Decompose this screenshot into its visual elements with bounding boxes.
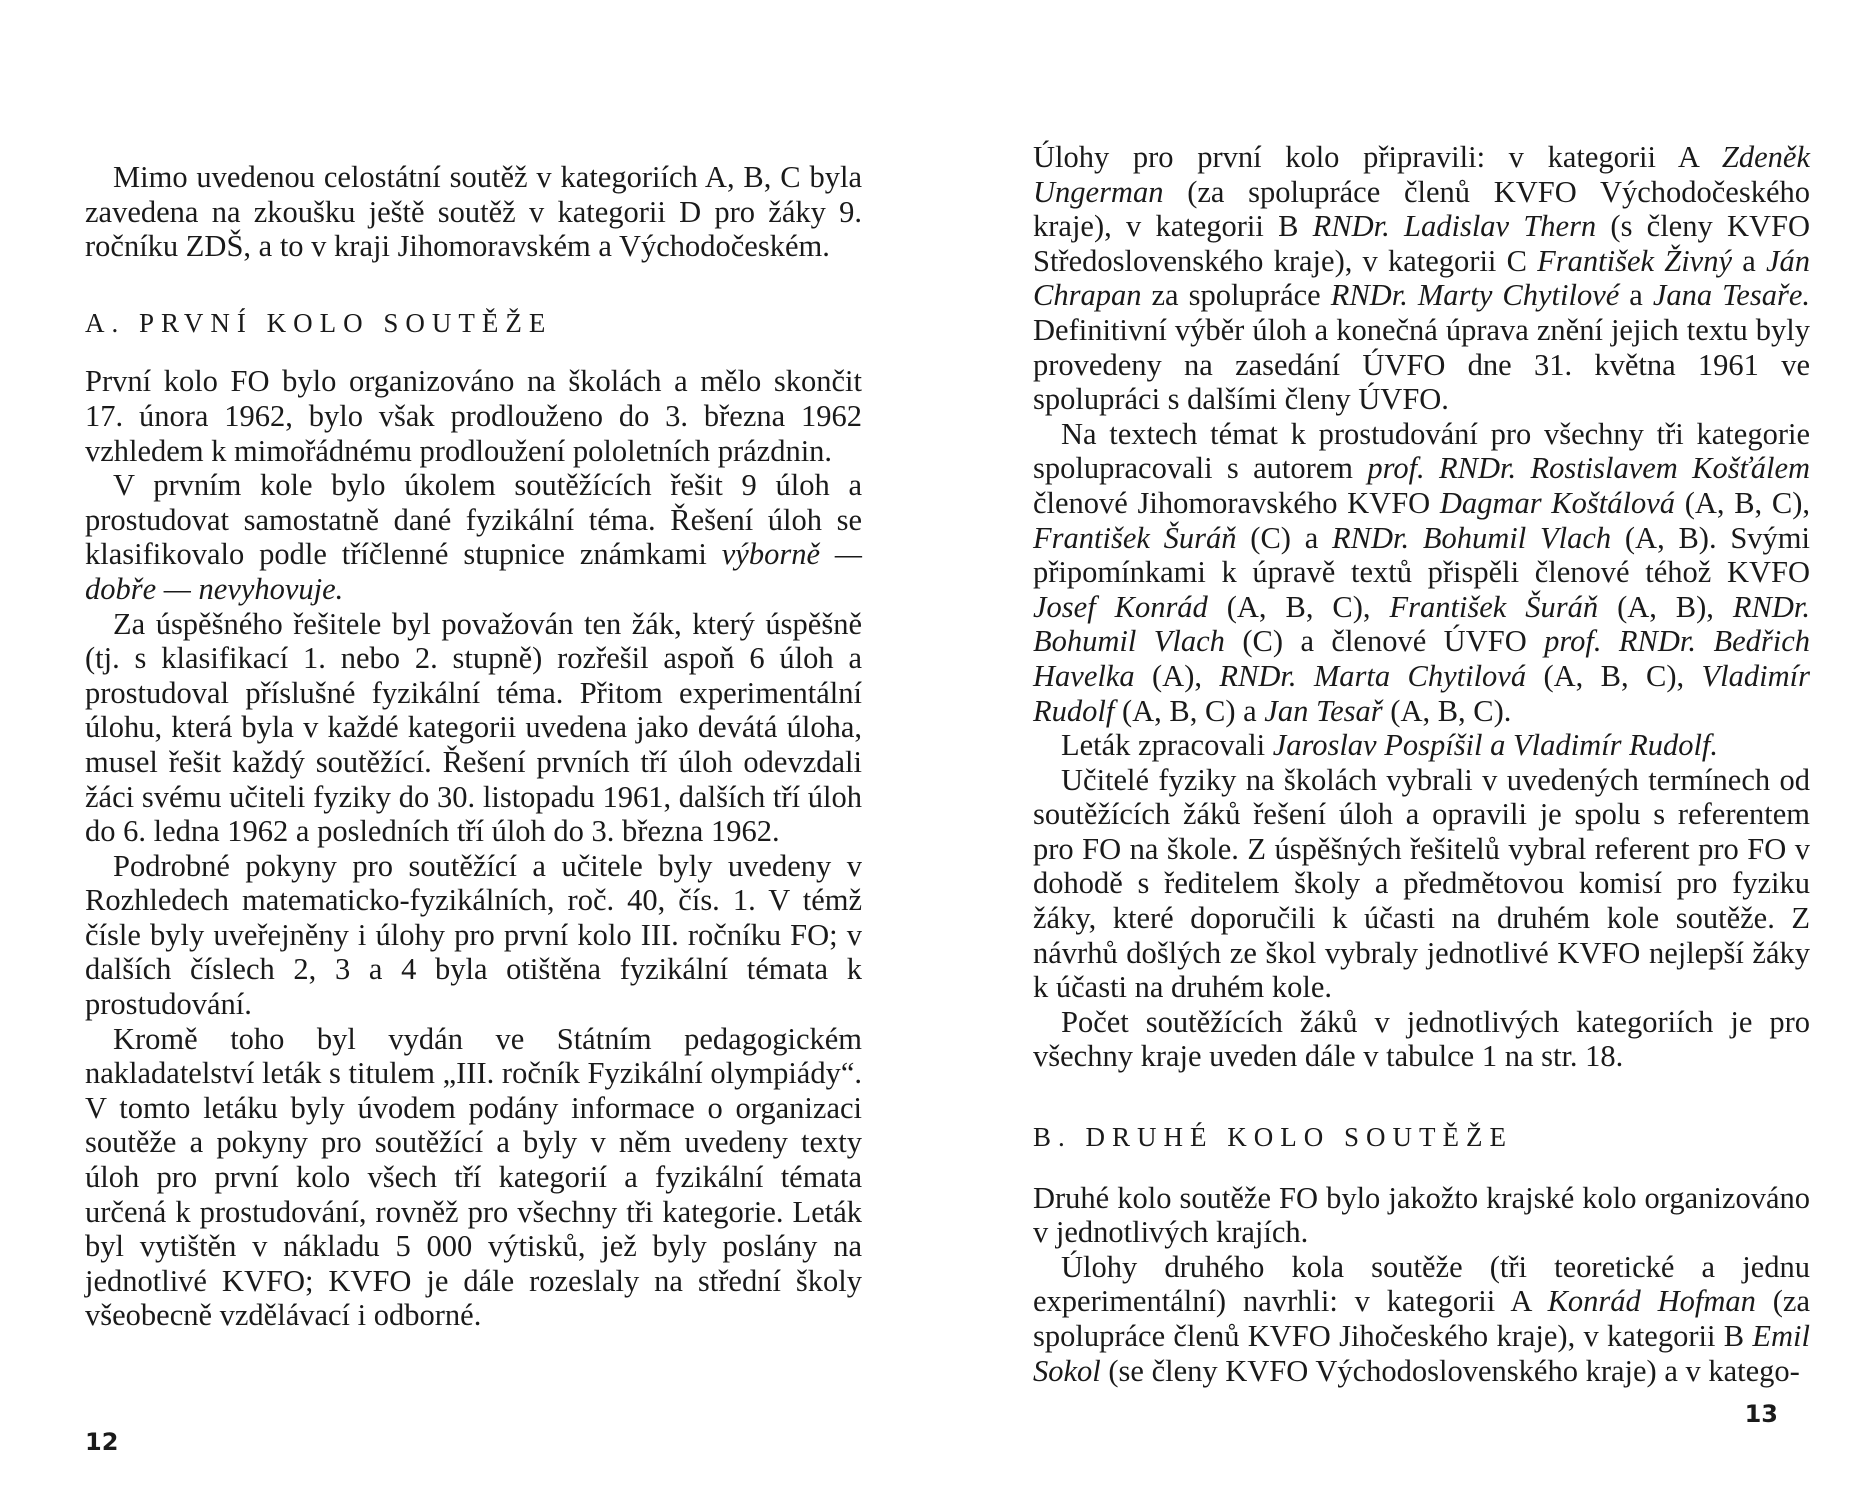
italic-name: RNDr. Marta Chytilová xyxy=(1219,658,1527,693)
paragraph-text: Úlohy pro první kolo připravili: v kategorii A xyxy=(1033,140,1722,174)
paragraph-text: (s členy KVFO Středoslovenského kraje), v kategorii C xyxy=(1033,209,1810,278)
paragraph-task-authors xyxy=(1033,140,1810,417)
paragraph-text: (se členy KVFO Východoslovenského kraje) a v katego- xyxy=(1100,1353,1800,1388)
paragraph-participant-count: Počet soutěžících žáků v jednotlivých kategoriích je pro všechny kraje uveden dále v tabulce 1 na str. 18. xyxy=(1033,1004,1810,1074)
italic-name: Jan Tesař xyxy=(1264,693,1383,728)
italic-name: František Šuráň xyxy=(1033,520,1237,555)
paragraph-text: (A, B, C). xyxy=(1382,693,1512,728)
italic-name: Konrád Hofman xyxy=(1547,1284,1756,1319)
right-page xyxy=(937,0,1874,1500)
right-text-column xyxy=(1033,140,1810,1388)
italic-name: Jana Tesaře. xyxy=(1652,278,1810,313)
paragraph-topic-authors xyxy=(1033,417,1810,728)
italic-name: Dagmar Koštálová xyxy=(1439,485,1675,520)
paragraph-text: za spolupráce xyxy=(1141,278,1331,313)
italic-name: Vladimír Rudolf xyxy=(1033,658,1810,728)
section-b-heading: B. DRUHÉ KOLO SOUTĚŽE xyxy=(1033,1122,1513,1153)
italic-name: RNDr. Marty Chytilové xyxy=(1330,278,1620,313)
paragraph-text: (A, B, C), xyxy=(1526,658,1702,693)
paragraph-second-round: Druhé kolo soutěže FO bylo jakožto krajské kolo organizováno v jednotlivých krajích. xyxy=(1033,1180,1810,1250)
paragraph-text: Definitivní výběr úloh a konečná úprava znění jejich textu byly provedeny na zasedání ÚVFO dne 31. května 1961 ve spolupráci s dalšími členy ÚVFO. xyxy=(1033,312,1810,417)
italic-name: Emil Sokol xyxy=(1033,1319,1810,1388)
intro-paragraph: Mimo uvedenou celostátní soutěž v kategoriích A, B, C byla zavedena na zkoušku ještě soutěž v kategorii D pro žáky 9. ročníku ZDŠ, a to v kraji Jihomoravském a Východočeském. xyxy=(85,160,862,264)
paragraph-first-round: První kolo FO bylo organizováno na školách a mělo skončit 17. února 1962, bylo však prodlouženo do 3. března 1962 vzhledem k mimořádnému prodloužení pololetních prázdnin. xyxy=(85,364,862,468)
italic-name: Josef Konrád xyxy=(1033,589,1208,624)
paragraph-text: (C) a členové ÚVFO xyxy=(1224,624,1545,659)
paragraph-text: (A, B, C), xyxy=(1207,589,1390,624)
paragraph-text: Úlohy druhého kola soutěže (tři teoretické a jednu experimentální) navrhli: v kategorii A xyxy=(1033,1249,1810,1319)
paragraph-text: (A, B). Svými připomínkami k úpravě textů přispěli členové téhož KVFO xyxy=(1033,520,1810,590)
paragraph-text: (za spolupráce členů KVFO Jihočeského kraje), v kategorii B xyxy=(1033,1284,1811,1353)
paragraph-leaflet-authors xyxy=(1033,728,1810,763)
paragraph-second-round-tasks xyxy=(1033,1250,1810,1388)
italic-name: RNDr. Ladislav Thern xyxy=(1312,209,1597,244)
paragraph-leaflet: Kromě toho byl vydán ve Státním pedagogickém nakladatelství leták s titulem „III. ročník Fyzikální olympiády“. V tomto letáku byly úvodem podány informace o organizaci soutěže a pokyny pro soutěžící a byly v něm uvedeny texty úloh pro první kolo všech tří kategorií a fyzikální témata určená k prostudování, rovněž pro všechny tři kategorie. Leták byl vytištěn v nákladu 5 000 výtisků, jež byly poslány na jednotlivé KVFO; KVFO je dále rozeslaly na střední školy všeobecně vzdělávací i odborné. xyxy=(85,1021,862,1333)
paragraph-text: (C) a xyxy=(1236,520,1332,555)
paragraph-text: (A, B, C) a xyxy=(1114,693,1265,728)
italic-name: Ján Chrapan xyxy=(1033,243,1810,313)
paragraph-successful-solver: Za úspěšného řešitele byl považován ten žák, který úspěšně (tj. s klasifikací 1. nebo 2. stupně) rozřešil aspoň 6 úloh a prostudoval příslušné fyzikální téma. Přitom experimentální úlohu, která byla v každé kategorii uvedena jako devátá úloha, musel řešit každý soutěžící. Řešení prvních tří úloh odevzdali žáci svému učiteli fyziky do 30. listopadu 1961, dalších tří úloh do 6. ledna 1962 a posledních tří úloh do 3. března 1962. xyxy=(85,606,862,849)
paragraph-text: (A, B), xyxy=(1598,589,1733,624)
italic-name: František Živný xyxy=(1537,243,1733,278)
paragraph-text: a xyxy=(1619,278,1653,313)
page-number: 13 xyxy=(1744,1400,1778,1428)
grades-italic: výborně — dobře — nevyhovuje. xyxy=(85,537,862,606)
paragraph-text: a xyxy=(1732,243,1766,278)
left-text-column xyxy=(85,160,862,1333)
page-number: 12 xyxy=(85,1428,119,1456)
paragraph-instructions: Podrobné pokyny pro soutěžící a učitele byly uvedeny v Rozhledech matematicko-fyzikálních, roč. 40, čís. 1. V témž čísle byly uveřejněny i úlohy pro první kolo III. ročníku FO; v dalších číslech 2, 3 a 4 byla otištěna fyzikální témata k prostudování. xyxy=(85,848,862,1022)
paragraph-text: (A, B, C), xyxy=(1674,485,1810,520)
italic-name: RNDr. Bohumil Vlach xyxy=(1033,589,1810,659)
italic-name: Zdeněk Ungerman xyxy=(1033,140,1810,209)
paragraph-first-round-tasks xyxy=(85,468,862,606)
paragraph-text: Na textech témat k prostudování pro všechny tři kategorie spolupracovali s autorem xyxy=(1033,416,1810,486)
italic-name: prof. RNDr. Bedřich Havelka xyxy=(1033,624,1811,693)
italic-name: Jaroslav Pospíšil a Vladimír Rudolf. xyxy=(1272,728,1719,763)
paragraph-text: (za spolupráce členů KVFO Východočeského kraje), v kategorii B xyxy=(1033,174,1810,244)
paragraph-teacher-selection: Učitelé fyziky na školách vybrali v uvedených termínech od soutěžících žáků řešení úloh a opravili je spolu s referentem pro FO na škole. Z úspěšných řešitelů vybral referent pro FO v dohodě s ředitelem školy a předmětovou komisí pro fyziku žáky, které doporučili k účasti na druhém kole soutěže. Z návrhů došlých ze škol vybraly jednotlivé KVFO nejlepší žáky k účasti na druhém kole. xyxy=(1033,762,1810,1005)
paragraph-text: (A), xyxy=(1134,658,1220,693)
italic-name: prof. RNDr. Rostislavem Košťálem xyxy=(1367,451,1811,486)
italic-name: RNDr. Bohumil Vlach xyxy=(1332,520,1612,555)
paragraph-text: členové Jihomoravského KVFO xyxy=(1033,485,1440,520)
italic-name: František Šuráň xyxy=(1389,589,1599,624)
section-a-heading: A. PRVNÍ KOLO SOUTĚŽE xyxy=(85,307,553,338)
paragraph-text: V prvním kole bylo úkolem soutěžících řešit 9 úloh a prostudovat samostatně dané fyzikální téma. Řešení úloh se klasifikovalo podle tříčlenné stupnice známkami xyxy=(85,468,862,572)
paragraph-text: Leták zpracovali xyxy=(1061,728,1273,763)
